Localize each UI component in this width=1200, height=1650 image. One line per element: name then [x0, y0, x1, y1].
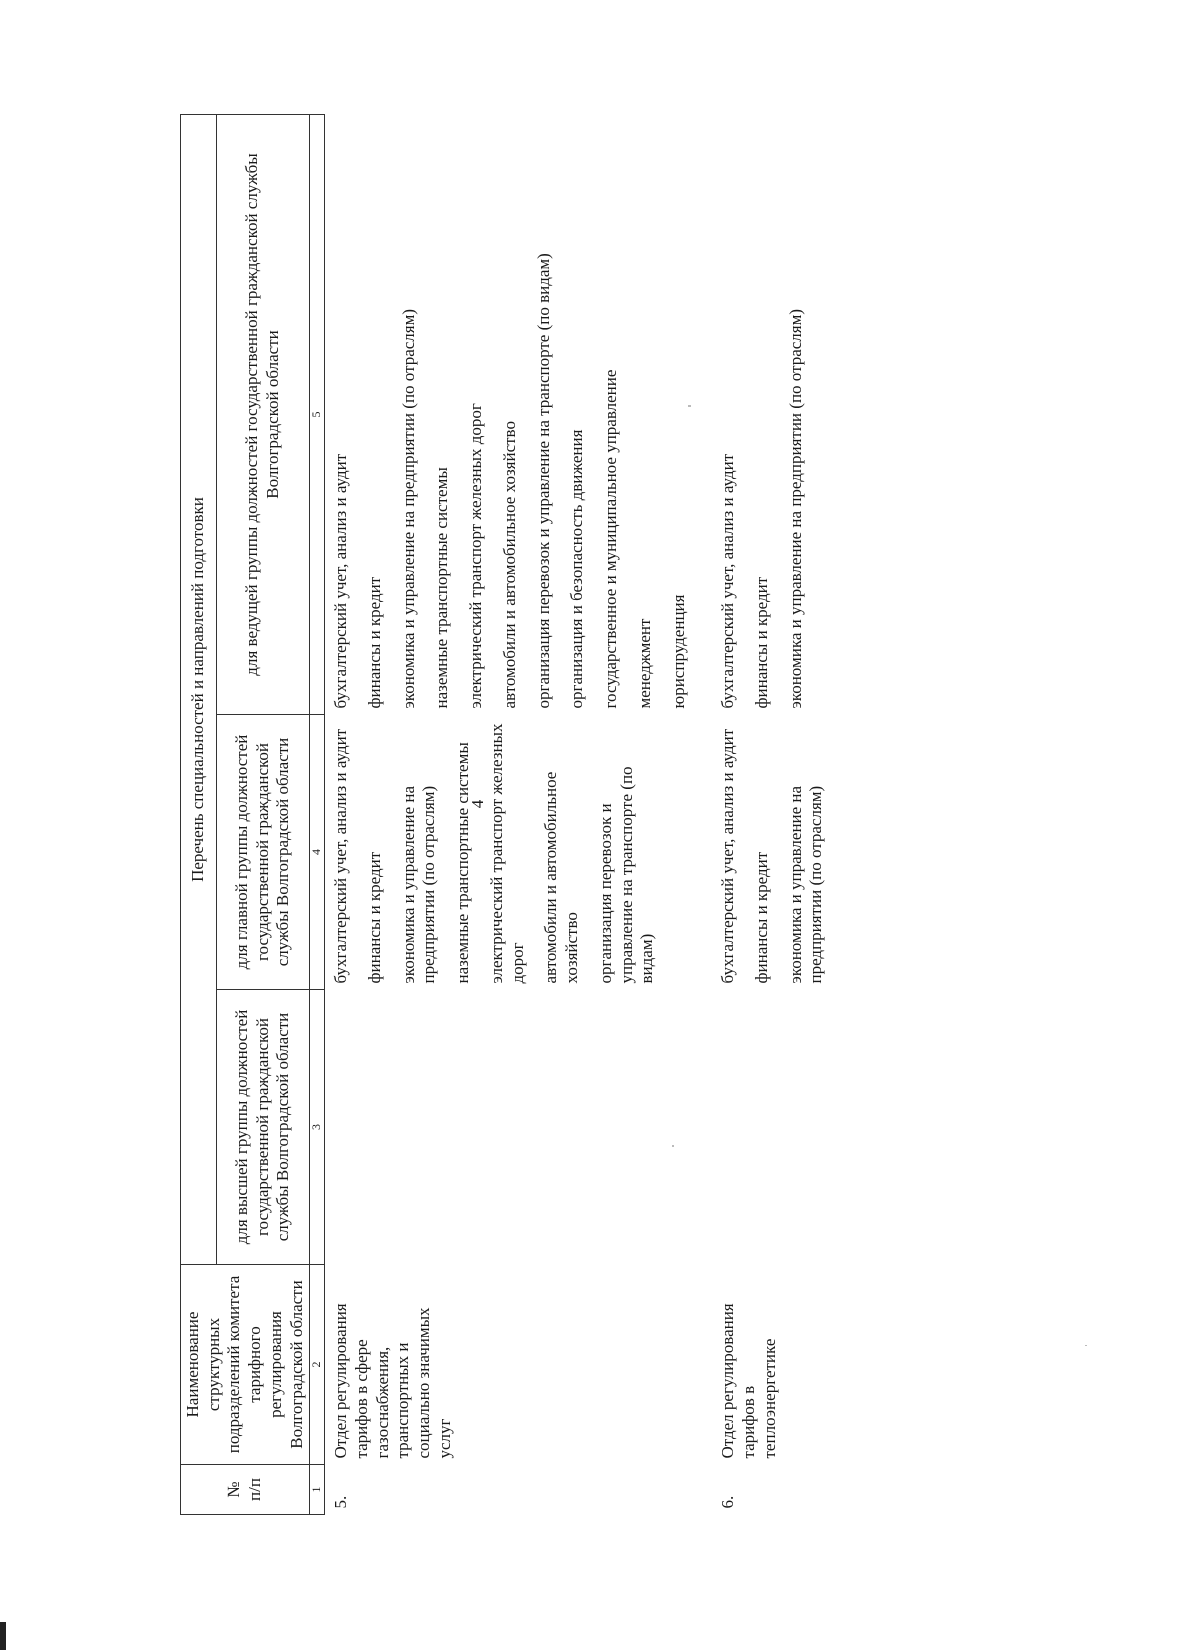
- header-col5: для ведущей группы должностей государственной гражданской службы Волгоградской области: [216, 114, 310, 714]
- specialty-item: государственное и муниципальное управление: [601, 369, 621, 709]
- rotated-table-container: [180, 115, 1110, 1515]
- specialty-item: бухгалтерский учет, анализ и аудит: [718, 728, 738, 984]
- specialty-item: электрический транспорт железных дорог: [466, 403, 486, 709]
- column-number: 2: [310, 1265, 325, 1465]
- header-col3: для высшей группы должностей государственной гражданской службы Волгоградской области: [216, 990, 310, 1265]
- specialty-item: менеджмент: [634, 618, 654, 709]
- specialties-col3: [325, 990, 709, 1265]
- specialty-item: экономика и управление на предприятии (по отраслям): [398, 785, 439, 984]
- specialty-item: организация и безопасность движения: [567, 429, 587, 709]
- specialty-item: организация перевозок и управление на транспорте (по видам): [533, 253, 553, 709]
- header-unit: Наименование структурных подразделений комитета тарифного регулирования Волгоградской области: [181, 1265, 310, 1465]
- scan-edge-mark: [0, 1622, 6, 1650]
- unit-name: Отдел регулирования тарифов в теплоэнергетике: [718, 1303, 779, 1459]
- table-body: [325, 114, 847, 1514]
- specialty-item: финансы и кредит: [364, 851, 384, 984]
- header-no: № п/п: [181, 1465, 310, 1515]
- specialty-item: наземные транспортные системы: [432, 467, 452, 709]
- column-number: 5: [310, 114, 325, 714]
- specialty-item: автомобили и автомобильное хозяйство: [499, 421, 519, 709]
- unit-name: Отдел регулирования тарифов в сфере газоснабжения, транспортных и социально значимых услуг: [331, 1303, 454, 1459]
- header-col4: для главной группы должностей государственной гражданской службы Волгоградской области: [216, 715, 310, 990]
- column-number: 1: [310, 1465, 325, 1515]
- specialties-col4: [712, 715, 846, 990]
- page-number: 4: [468, 799, 487, 809]
- specialty-item: бухгалтерский учет, анализ и аудит: [331, 728, 351, 984]
- column-number: 3: [310, 990, 325, 1265]
- specialties-col4: [325, 715, 709, 990]
- specialty-item: электрический транспорт железных дорог: [486, 723, 527, 984]
- specialties-col5: [712, 114, 846, 714]
- specialty-item: экономика и управление на предприятии (по отраслям): [785, 308, 805, 709]
- specialty-item: экономика и управление на предприятии (по отраслям): [785, 785, 826, 984]
- specialty-item: экономика и управление на предприятии (по отраслям): [398, 308, 418, 709]
- row-number: 5.: [331, 1495, 351, 1509]
- header-group: Перечень специальностей и направлений подготовки: [181, 114, 217, 1264]
- specialty-item: автомобили и автомобильное хозяйство: [541, 771, 582, 984]
- specialty-item: наземные транспортные системы: [453, 742, 473, 984]
- specialties-col5: [325, 114, 709, 714]
- specialty-item: бухгалтерский учет, анализ и аудит: [331, 453, 351, 709]
- specialty-item: финансы и кредит: [364, 576, 384, 709]
- specialty-item: организация перевозок и управление на транспорте (по видам): [595, 766, 657, 984]
- specialties-col3: [712, 990, 846, 1265]
- specialty-item: юриспруденция: [668, 594, 688, 709]
- column-number: 4: [310, 715, 325, 990]
- specialty-item: финансы и кредит: [752, 851, 772, 984]
- table-row: [325, 114, 709, 1514]
- specialty-item: бухгалтерский учет, анализ и аудит: [718, 453, 738, 709]
- table-row: [712, 114, 846, 1514]
- row-number: 6.: [718, 1495, 738, 1509]
- specialty-item: финансы и кредит: [752, 576, 772, 709]
- specialties-table: [180, 114, 846, 1515]
